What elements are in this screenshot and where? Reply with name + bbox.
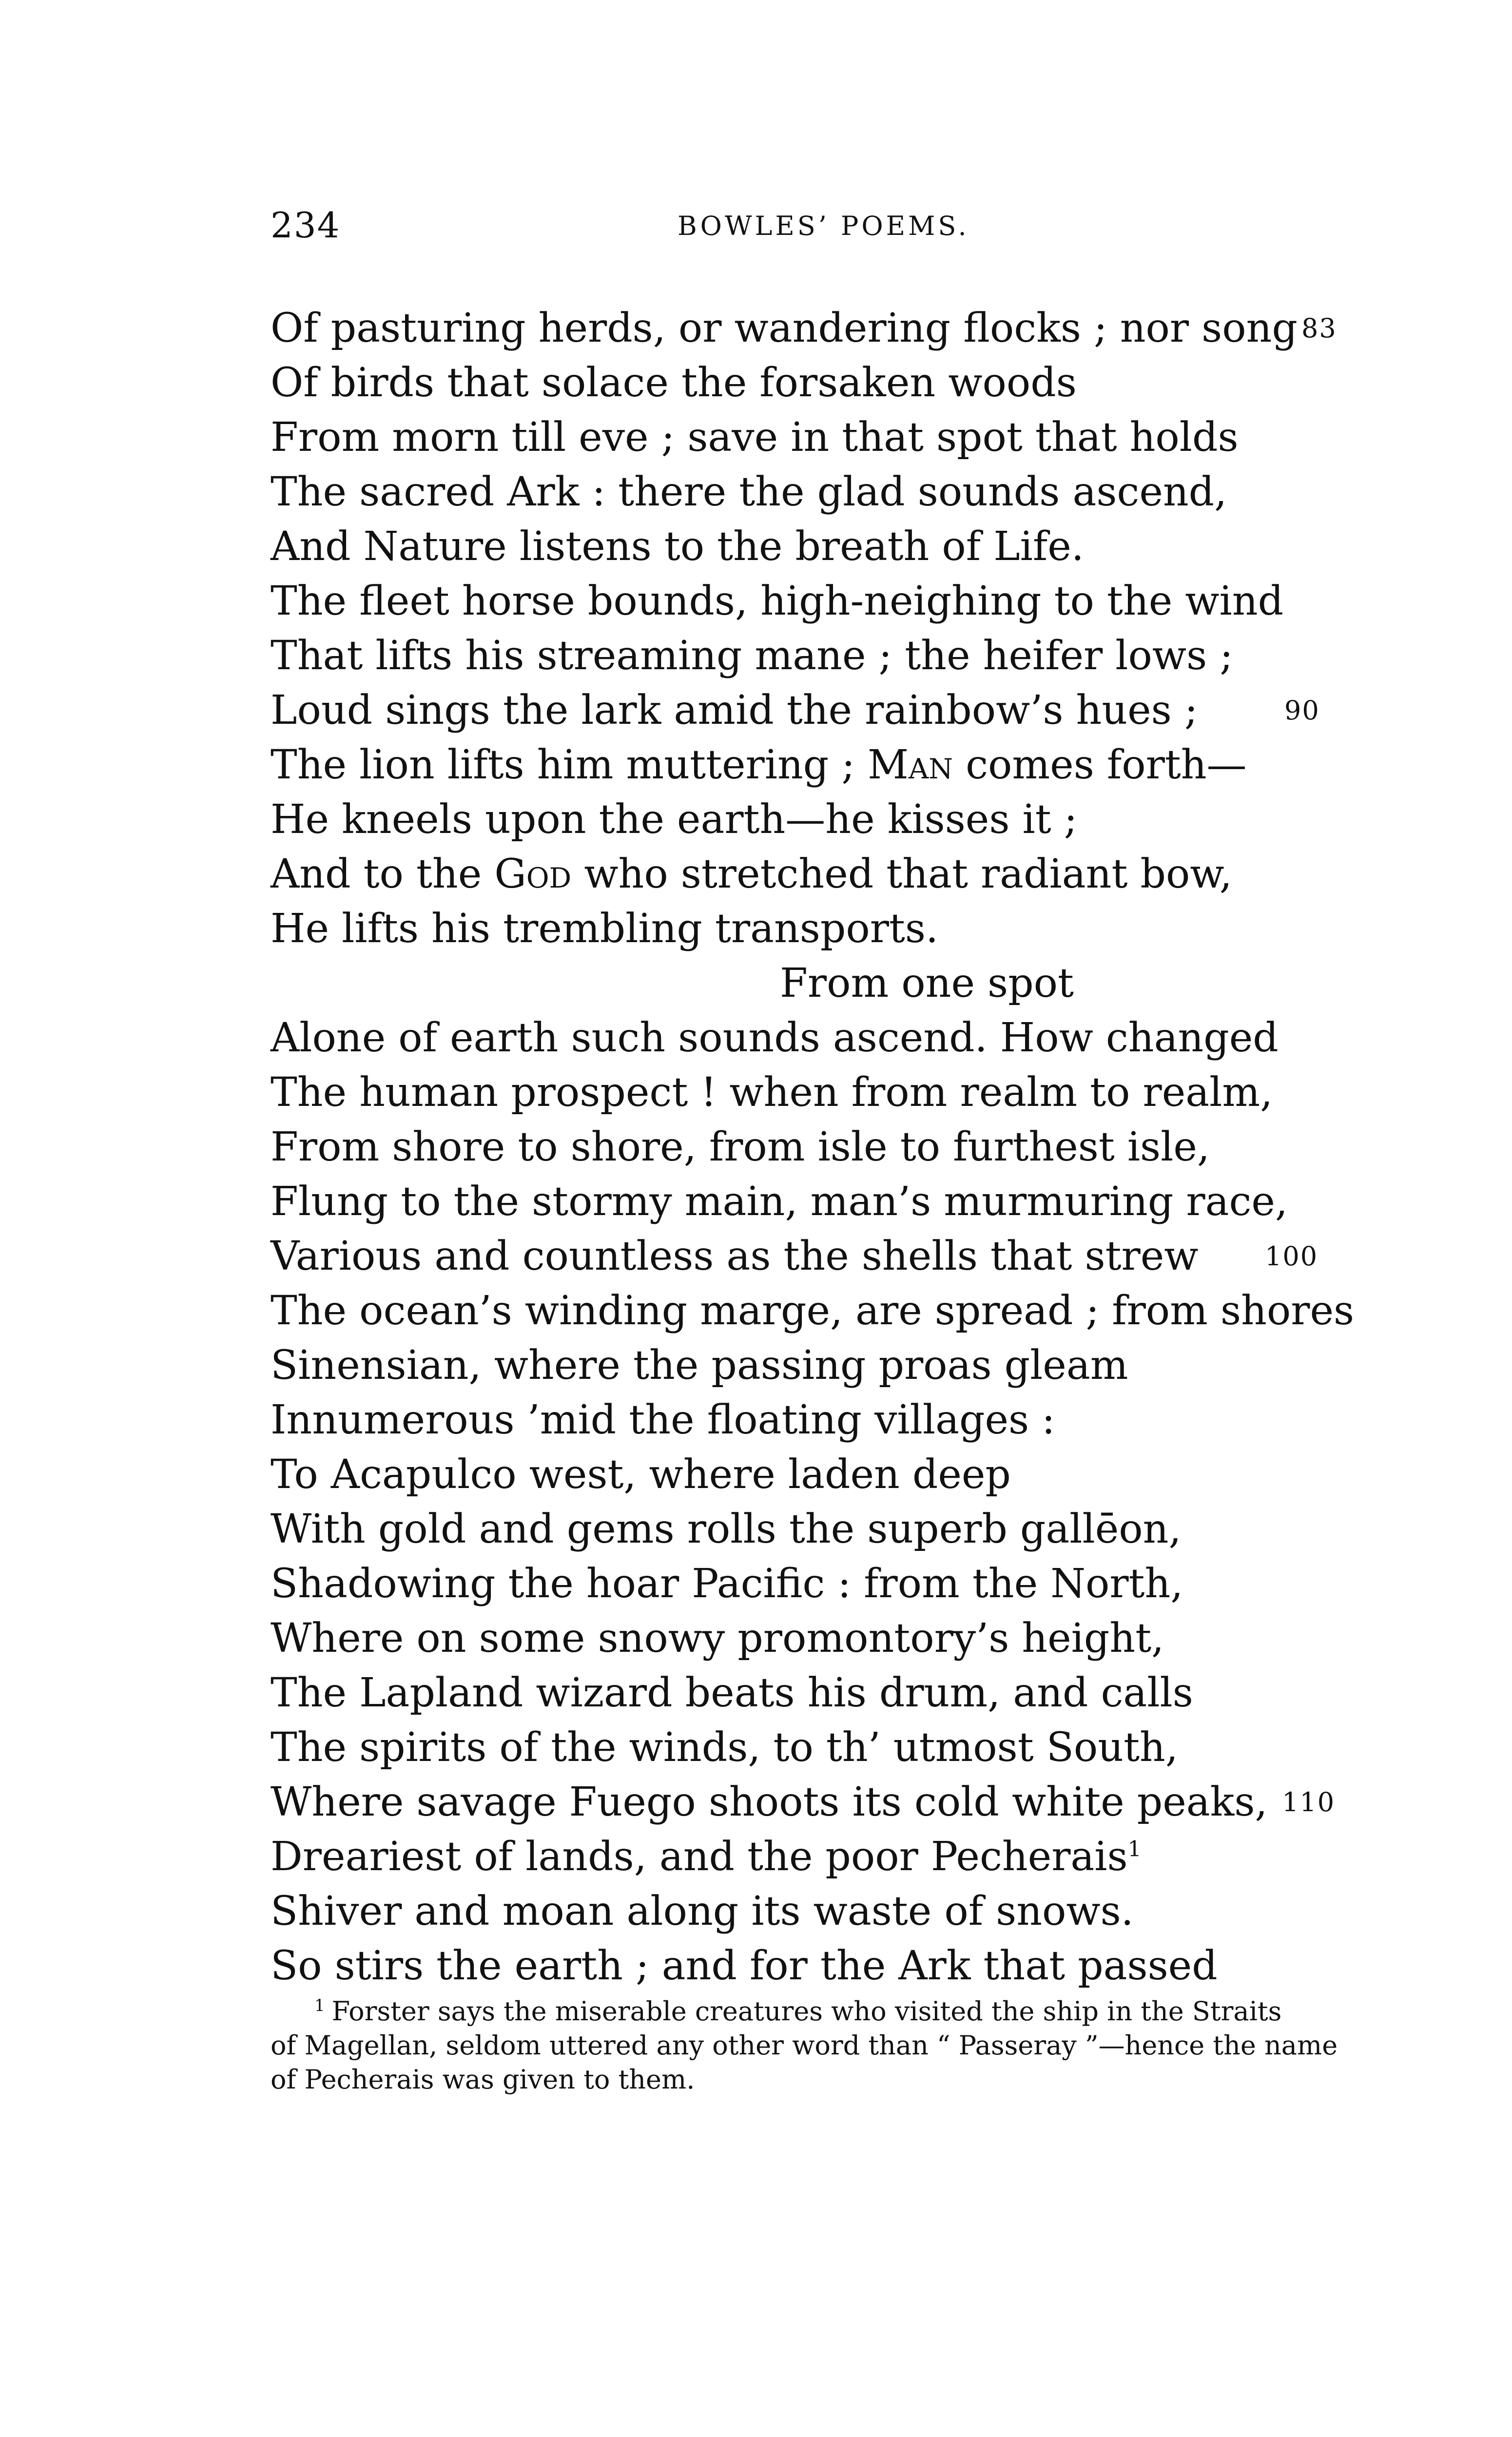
poem-line-text <box>271 738 1247 793</box>
poem-line <box>271 1284 1355 1338</box>
line-number: 110 <box>1282 1787 1336 1818</box>
poem-line <box>271 1448 1343 1502</box>
line-number: 90 <box>1284 695 1320 726</box>
running-title: BOWLES’ POEMS. <box>678 211 969 241</box>
poem-line <box>271 1557 1343 1611</box>
poem-line <box>271 1011 1343 1065</box>
poem-line <box>271 793 1343 847</box>
poem-line <box>271 1338 1343 1393</box>
poem-line <box>271 1721 1343 1775</box>
poem-line-text: Of pasturing herds, or wandering flocks ; nor song <box>271 305 1298 351</box>
poem-line <box>271 1502 1343 1557</box>
poem-line-text: He lifts his trembling transports. <box>271 906 939 952</box>
poem-line-text: The ocean’s winding marge, are spread ; from shores <box>271 1288 1355 1334</box>
footnote-reference: 1 <box>1127 1837 1142 1862</box>
small-caps-word: God <box>494 851 572 897</box>
poem-line-text: Sinensian, where the passing proas gleam <box>271 1342 1128 1389</box>
poem-line-text <box>271 1830 1142 1884</box>
poem-line-text: The spirits of the winds, to th’ utmost South, <box>271 1724 1178 1771</box>
poem-line <box>271 1393 1343 1448</box>
footnote <box>271 1989 1338 2097</box>
poem-line <box>271 683 1343 738</box>
poem-line <box>271 356 1343 410</box>
small-caps-word: Man <box>868 742 953 788</box>
poem-line-text <box>271 847 1232 902</box>
poem-line <box>271 1065 1343 1120</box>
poem-line <box>271 1229 1343 1284</box>
poem-line-text: Shiver and moan along its waste of snows. <box>271 1888 1134 1934</box>
poem-line-text: With gold and gems rolls the superb gallēon, <box>271 1506 1182 1552</box>
poem-line-text: So stirs the earth ; and for the Ark that passed <box>271 1943 1218 1989</box>
poem-line-text: To Acapulco west, where laden deep <box>271 1451 1011 1498</box>
footnote-line: of Magellan, seldom uttered any other word than “ Passeray ”—hence the name <box>271 2030 1338 2061</box>
poem-line-text: The sacred Ark : there the glad sounds ascend, <box>271 469 1227 515</box>
poem-line-text: And Nature listens to the breath of Life. <box>271 523 1084 570</box>
line-number: 83 <box>1301 313 1337 344</box>
poem-line <box>271 1884 1343 1939</box>
poem-line-text: From one spot <box>780 960 1074 1006</box>
page-number: 234 <box>271 205 341 246</box>
line-segment: who stretched that radiant bow, <box>571 851 1232 897</box>
footnote-mark: 1 <box>314 1996 325 2015</box>
poem-line <box>271 1666 1343 1721</box>
poem-line <box>271 1830 1343 1884</box>
poem-line-text: Loud sings the lark amid the rainbow’s hues ; <box>271 687 1198 734</box>
poem-line-text: Innumerous ’mid the floating villages : <box>271 1397 1055 1443</box>
poem-line <box>271 629 1343 683</box>
poem-line <box>271 847 1343 902</box>
poem-line-text: The Lapland wizard beats his drum, and calls <box>271 1670 1193 1716</box>
poem-line-text: Where on some snowy promontory’s height, <box>271 1615 1164 1662</box>
poem-line <box>271 574 1343 629</box>
poem-line <box>271 902 1343 956</box>
poem-line <box>271 1175 1343 1229</box>
page-header <box>271 205 1343 263</box>
poem-line <box>271 1120 1343 1175</box>
poem-line <box>271 410 1343 465</box>
poem-line-text: He kneels upon the earth—he kisses it ; <box>271 796 1078 843</box>
line-segment: The lion lifts him muttering ; <box>271 742 868 788</box>
footnote-line: of Pecherais was given to them. <box>271 2064 695 2095</box>
poem-line-text: Where savage Fuego shoots its cold white peaks, <box>271 1779 1268 1825</box>
poem-line <box>271 1775 1343 1830</box>
poem-line <box>271 1939 1343 1993</box>
line-number: 100 <box>1265 1241 1318 1272</box>
line-segment: comes forth— <box>953 742 1247 788</box>
line-segment: And to the <box>271 851 495 897</box>
poem-line <box>271 301 1343 356</box>
footnote-text: Forster says the miserable creatures who visited the ship in the Straits <box>331 1996 1282 2027</box>
poem-line-text: The fleet horse bounds, high-neighing to the wind <box>271 578 1284 624</box>
poem-line-text: Various and countless as the shells that strew <box>271 1233 1199 1279</box>
poem-line-text: That lifts his streaming mane ; the heifer lows ; <box>271 633 1233 679</box>
poem-line <box>271 738 1343 793</box>
poem-line-text: Alone of earth such sounds ascend. How changed <box>271 1015 1279 1061</box>
poem-line <box>271 956 1343 1011</box>
poem-line-text: Flung to the stormy main, man’s murmuring race, <box>271 1179 1288 1225</box>
poem-line-text: From morn till eve ; save in that spot that holds <box>271 414 1239 461</box>
poem-line-text: Shadowing the hoar Pacific : from the North, <box>271 1561 1183 1607</box>
footnote-line <box>271 1989 1323 2029</box>
line-segment: Dreariest of lands, and the poor Pecherais <box>271 1834 1128 1880</box>
poem-body <box>271 301 1355 1993</box>
poem-line <box>271 465 1343 520</box>
poem-line <box>271 520 1343 574</box>
poem-line-text: Of birds that solace the forsaken woods <box>271 360 1077 406</box>
poem-line-text: From shore to shore, from isle to furthest isle, <box>271 1124 1210 1170</box>
poem-line <box>271 1611 1343 1666</box>
poem-line-text: The human prospect ! when from realm to realm, <box>271 1069 1273 1116</box>
